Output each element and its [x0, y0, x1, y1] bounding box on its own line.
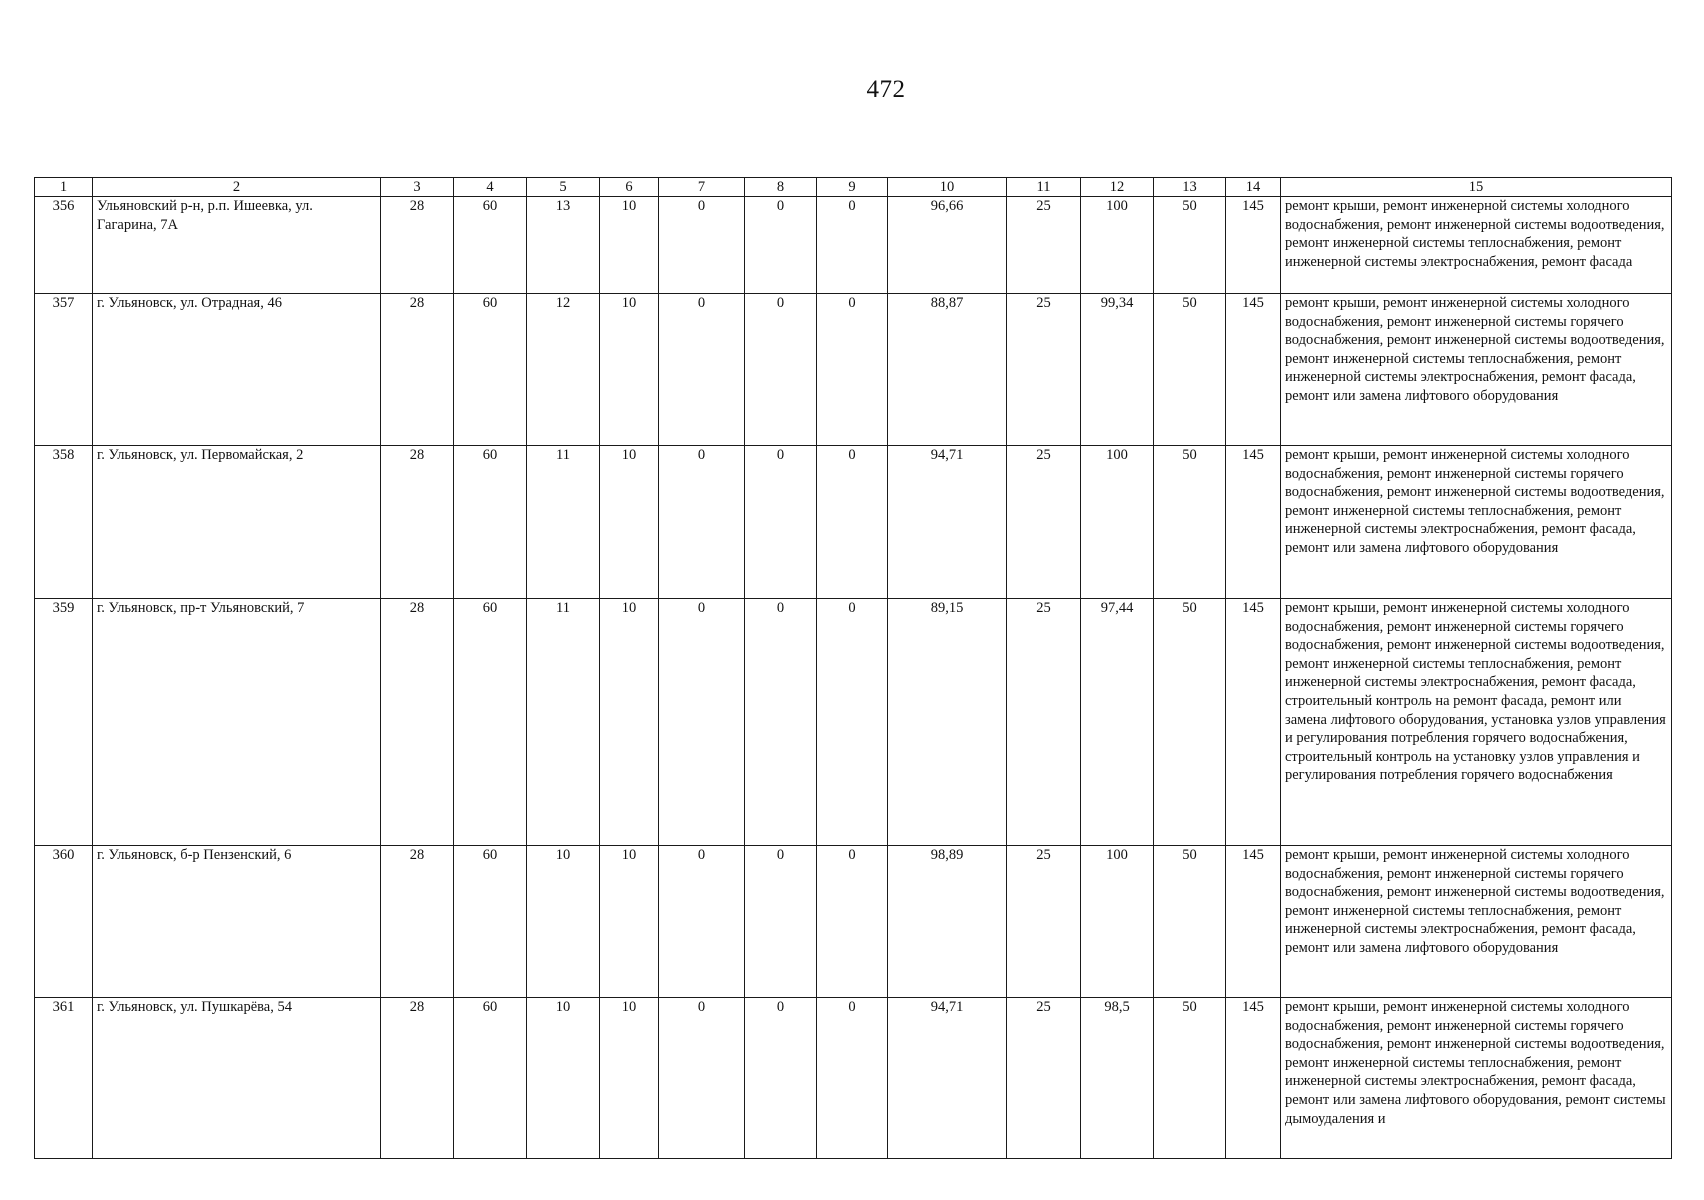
- cell-col-14: 145: [1226, 294, 1281, 446]
- row-number: 358: [35, 446, 93, 599]
- cell-col-5: 11: [527, 599, 600, 846]
- col-header-8: 8: [745, 178, 817, 197]
- cell-col-12: 100: [1081, 446, 1154, 599]
- col-header-3: 3: [381, 178, 454, 197]
- cell-col-13: 50: [1154, 446, 1226, 599]
- cell-col-5: 10: [527, 846, 600, 998]
- cell-col-7: 0: [659, 599, 745, 846]
- table-row: [35, 197, 1672, 294]
- cell-col-8: 0: [745, 197, 817, 294]
- cell-col-11: 25: [1007, 446, 1081, 599]
- cell-col-10: 94,71: [888, 998, 1007, 1159]
- row-number: 361: [35, 998, 93, 1159]
- cell-col-5: 11: [527, 446, 600, 599]
- cell-col-14: 145: [1226, 846, 1281, 998]
- col-header-10: 10: [888, 178, 1007, 197]
- works-list-cell: ремонт крыши, ремонт инженерной системы холодного водоснабжения, ремонт инженерной системы горячего водоснабжения, ремонт инженерной системы водоотведения, ремонт инженерной системы теплоснабжения, ремонт инженерной системы электроснабжения, ремонт фасада, ремонт или замена лифтового оборудования: [1281, 294, 1672, 446]
- cell-col-13: 50: [1154, 846, 1226, 998]
- cell-col-6: 10: [600, 998, 659, 1159]
- table-row: [35, 998, 1672, 1159]
- table-row: [35, 599, 1672, 846]
- cell-col-12: 100: [1081, 846, 1154, 998]
- page-number: 472: [866, 76, 906, 103]
- col-header-14: 14: [1226, 178, 1281, 197]
- address-cell: г. Ульяновск, б-р Пензенский, 6: [93, 846, 381, 998]
- col-header-15: 15: [1281, 178, 1672, 197]
- cell-col-6: 10: [600, 846, 659, 998]
- cell-col-12: 98,5: [1081, 998, 1154, 1159]
- cell-col-13: 50: [1154, 998, 1226, 1159]
- works-list-cell: ремонт крыши, ремонт инженерной системы холодного водоснабжения, ремонт инженерной системы горячего водоснабжения, ремонт инженерной системы водоотведения, ремонт инженерной системы теплоснабжения, ремонт инженерной системы электроснабжения, ремонт фасада, ремонт или замена лифтового оборудования: [1281, 846, 1672, 998]
- col-header-7: 7: [659, 178, 745, 197]
- address-cell: г. Ульяновск, ул. Первомайская, 2: [93, 446, 381, 599]
- cell-col-12: 99,34: [1081, 294, 1154, 446]
- cell-col-7: 0: [659, 846, 745, 998]
- cell-col-4: 60: [454, 599, 527, 846]
- address-cell: г. Ульяновск, пр-т Ульяновский, 7: [93, 599, 381, 846]
- cell-col-10: 88,87: [888, 294, 1007, 446]
- cell-col-5: 13: [527, 197, 600, 294]
- cell-col-9: 0: [817, 197, 888, 294]
- cell-col-8: 0: [745, 846, 817, 998]
- cell-col-7: 0: [659, 294, 745, 446]
- cell-col-8: 0: [745, 446, 817, 599]
- cell-col-9: 0: [817, 846, 888, 998]
- works-list-cell: ремонт крыши, ремонт инженерной системы холодного водоснабжения, ремонт инженерной системы горячего водоснабжения, ремонт инженерной системы водоотведения, ремонт инженерной системы теплоснабжения, ремонт инженерной системы электроснабжения, ремонт фасада, ремонт или замена лифтового оборудования, ремонт системы дымоудаления и: [1281, 998, 1672, 1159]
- cell-col-9: 0: [817, 294, 888, 446]
- table-row: [35, 446, 1672, 599]
- cell-col-3: 28: [381, 846, 454, 998]
- cell-col-4: 60: [454, 294, 527, 446]
- cell-col-14: 145: [1226, 998, 1281, 1159]
- cell-col-7: 0: [659, 998, 745, 1159]
- cell-col-11: 25: [1007, 846, 1081, 998]
- cell-col-7: 0: [659, 446, 745, 599]
- col-header-12: 12: [1081, 178, 1154, 197]
- cell-col-9: 0: [817, 599, 888, 846]
- column-number-header-row: [35, 178, 1672, 197]
- cell-col-14: 145: [1226, 446, 1281, 599]
- col-header-6: 6: [600, 178, 659, 197]
- cell-col-8: 0: [745, 998, 817, 1159]
- cell-col-13: 50: [1154, 599, 1226, 846]
- works-list-cell: ремонт крыши, ремонт инженерной системы холодного водоснабжения, ремонт инженерной системы горячего водоснабжения, ремонт инженерной системы водоотведения, ремонт инженерной системы теплоснабжения, ремонт инженерной системы электроснабжения, ремонт фасада, ремонт или замена лифтового оборудования: [1281, 446, 1672, 599]
- cell-col-5: 10: [527, 998, 600, 1159]
- cell-col-7: 0: [659, 197, 745, 294]
- cell-col-14: 145: [1226, 599, 1281, 846]
- col-header-2: 2: [93, 178, 381, 197]
- cell-col-6: 10: [600, 599, 659, 846]
- cell-col-12: 100: [1081, 197, 1154, 294]
- col-header-1: 1: [35, 178, 93, 197]
- col-header-13: 13: [1154, 178, 1226, 197]
- cell-col-3: 28: [381, 998, 454, 1159]
- cell-col-11: 25: [1007, 294, 1081, 446]
- cell-col-6: 10: [600, 197, 659, 294]
- address-cell: г. Ульяновск, ул. Отрадная, 46: [93, 294, 381, 446]
- cell-col-4: 60: [454, 998, 527, 1159]
- cell-col-3: 28: [381, 197, 454, 294]
- cell-col-13: 50: [1154, 197, 1226, 294]
- address-cell: г. Ульяновск, ул. Пушкарёва, 54: [93, 998, 381, 1159]
- cell-col-14: 145: [1226, 197, 1281, 294]
- cell-col-12: 97,44: [1081, 599, 1154, 846]
- col-header-9: 9: [817, 178, 888, 197]
- cell-col-10: 94,71: [888, 446, 1007, 599]
- cell-col-8: 0: [745, 599, 817, 846]
- col-header-4: 4: [454, 178, 527, 197]
- col-header-5: 5: [527, 178, 600, 197]
- cell-col-3: 28: [381, 599, 454, 846]
- cell-col-10: 89,15: [888, 599, 1007, 846]
- cell-col-5: 12: [527, 294, 600, 446]
- cell-col-6: 10: [600, 294, 659, 446]
- works-list-cell: ремонт крыши, ремонт инженерной системы холодного водоснабжения, ремонт инженерной системы горячего водоснабжения, ремонт инженерной системы водоотведения, ремонт инженерной системы теплоснабжения, ремонт инженерной системы электроснабжения, ремонт фасада, строительный контроль на ремонт фасада, ремонт или замена лифтового оборудования, установка узлов управления и регулирования потребления горячего водоснабжения, строительный контроль на установку узлов управления и регулирования потребления горячего водоснабжения: [1281, 599, 1672, 846]
- repair-program-table: [34, 177, 1672, 1159]
- cell-col-4: 60: [454, 446, 527, 599]
- cell-col-9: 0: [817, 446, 888, 599]
- address-cell: Ульяновский р-н, р.п. Ишеевка, ул. Гагарина, 7А: [93, 197, 381, 294]
- cell-col-3: 28: [381, 294, 454, 446]
- cell-col-9: 0: [817, 998, 888, 1159]
- cell-col-11: 25: [1007, 998, 1081, 1159]
- cell-col-11: 25: [1007, 197, 1081, 294]
- cell-col-10: 98,89: [888, 846, 1007, 998]
- cell-col-4: 60: [454, 197, 527, 294]
- row-number: 357: [35, 294, 93, 446]
- row-number: 360: [35, 846, 93, 998]
- table-row: [35, 846, 1672, 998]
- cell-col-10: 96,66: [888, 197, 1007, 294]
- cell-col-13: 50: [1154, 294, 1226, 446]
- cell-col-6: 10: [600, 446, 659, 599]
- row-number: 359: [35, 599, 93, 846]
- cell-col-8: 0: [745, 294, 817, 446]
- works-list-cell: ремонт крыши, ремонт инженерной системы холодного водоснабжения, ремонт инженерной системы водоотведения, ремонт инженерной системы теплоснабжения, ремонт инженерной системы электроснабжения, ремонт фасада: [1281, 197, 1672, 294]
- col-header-11: 11: [1007, 178, 1081, 197]
- cell-col-3: 28: [381, 446, 454, 599]
- cell-col-4: 60: [454, 846, 527, 998]
- row-number: 356: [35, 197, 93, 294]
- table-row: [35, 294, 1672, 446]
- cell-col-11: 25: [1007, 599, 1081, 846]
